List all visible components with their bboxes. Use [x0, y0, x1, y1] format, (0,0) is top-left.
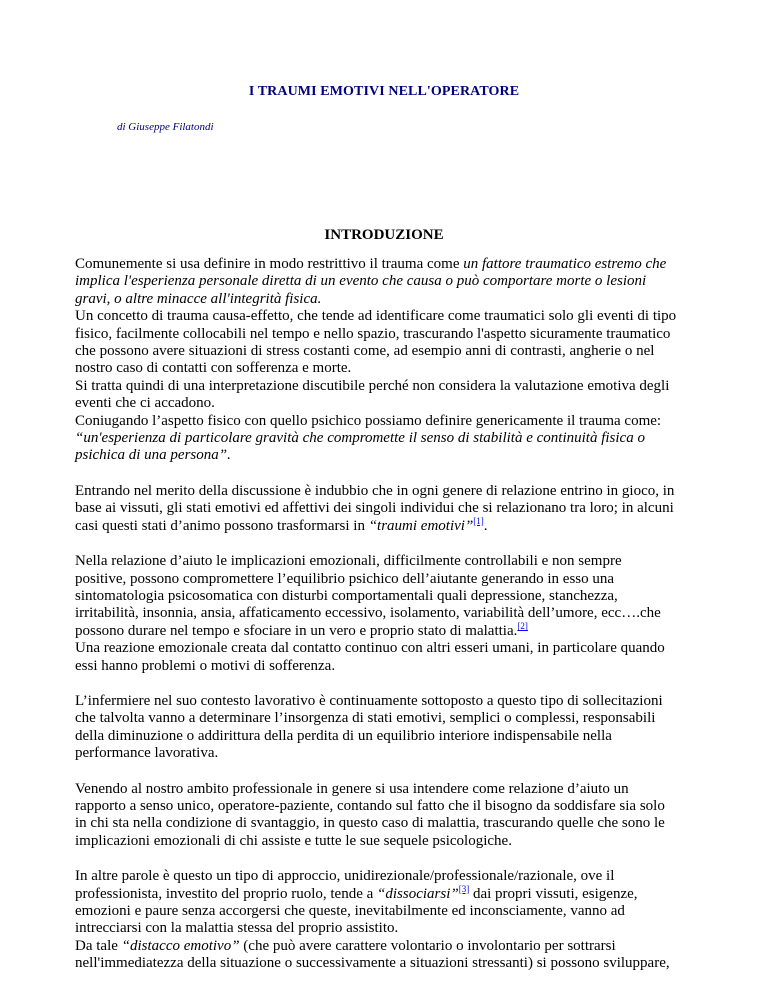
text-line: nell'immediatezza della situazione o successivamente a situazioni stressanti) si possono sviluppare, [75, 955, 670, 972]
text-line: positive, possono compromettere l’equilibrio psichico dell’aiutante generando in esso una [75, 570, 615, 587]
text-line: intrecciarsi con la malattia stessa del proprio assistito. [75, 920, 399, 937]
text-line: Venendo al nostro ambito professionale in genere si usa intendere come relazione d’aiuto un [75, 780, 629, 797]
footnote-link-2[interactable]: [2] [517, 620, 528, 631]
text-line: performance lavorativa. [75, 745, 219, 762]
italic-text: un fattore traumatico estremo che [463, 256, 667, 272]
text-line: rapporto a senso unico, operatore-paziente, contando sul fatto che il bisogno da soddisfare sia solo [75, 797, 665, 814]
text-line: essi hanno problemi o motivi di sofferenza. [75, 657, 336, 674]
text-line: nostro caso di contatti con sofferenza e morte. [75, 360, 352, 377]
text-line: implica l'esperienza personale diretta di un evento che causa o può comportare morte o lesioni [75, 273, 647, 290]
text-line: emozioni e paure senza accorgersi che queste, inevitabilmente ed inconsciamente, vanno ad [75, 903, 625, 919]
text-line: irritabilità, insonnia, ansia, affaticamento eccessivo, isolamento, variabilità dell’umore, ecc….che [75, 605, 661, 622]
text-line: Coniugando l’aspetto fisico con quello psichico possiamo definire genericamente il trauma come: [75, 412, 662, 429]
text-line: eventi che ci accadono. [75, 395, 215, 412]
text-line: Comunemente si usa definire in modo restrittivo il trauma come un fattore traumatico estremo che [75, 256, 667, 272]
text-line: L’infermiere nel suo contesto lavorativo è continuamente sottoposto a questo tipo di sollecitazioni [75, 692, 663, 709]
text-line: implicazioni emozionali di chi assiste e tutte le sue sequele psicologiche. [75, 832, 512, 849]
document-title: I TRAUMI EMOTIVI NELL'OPERATORE [248, 84, 520, 99]
text-line: in chi sta nella condizione di svantaggio, in questo caso di malattia, trascurando quelle che sono le [75, 815, 665, 832]
text-line: che talvolta vanno a determinare l’insorgenza di stati emotivi, semplici o complessi, responsabili [75, 710, 656, 727]
text-line: Da tale “distacco emotivo” (che può avere carattere volontario o involontario per sottrarsi [75, 937, 616, 954]
text-line: Un concetto di trauma causa-effetto, che tende ad identificare come traumatici solo gli eventi di tipo [75, 308, 677, 325]
text-line: sintomatologia psicosomatica con disturbi comportamentali quali depressione, stanchezza, [75, 587, 618, 604]
text-line: Entrando nel merito della discussione è indubbio che in ogni genere di relazione entrino in gioco, in [75, 482, 675, 499]
paragraph-3 [75, 553, 701, 675]
italic-text: “dissociarsi” [377, 885, 459, 902]
text-line: “un'esperienza di particolare gravità che compromette il senso di stabilità e continuità fisica o [75, 430, 645, 447]
text-line: della diminuzione o addirittura della perdita di un equilibrio interiore indispensabile nella [75, 727, 612, 744]
author-line: di Giuseppe Filatondi [117, 121, 214, 133]
text-line: gravi, o altre minacce all'integrità fisica. [75, 290, 322, 307]
body-text [75, 256, 701, 991]
paragraph-5 [75, 781, 701, 851]
text-line: possono durare nel tempo e sfociare in un vero e proprio stato di malattia.[2] [75, 620, 528, 639]
paragraph-6 [75, 868, 701, 972]
text-line: Una reazione emozionale creata dal contatto continuo con altri esseri umani, in particolare quando [75, 640, 665, 657]
italic-text: “traumi emotivi” [368, 517, 474, 534]
text-line: che possono avere situazioni di stress costanti come, ad esempio anni di contrasti, angherie o nel [75, 343, 655, 360]
text-line: professionista, investito del proprio ruolo, tende a “dissociarsi”[3] dai propri vissuti, esigenze, [75, 883, 638, 902]
text-line: psichica di una persona”. [75, 447, 231, 464]
footnote-link-3[interactable]: [3] [458, 883, 470, 894]
text-line: base ai vissuti, gli stati emotivi ed affettivi dei singoli individui che si relazionano tra loro; in alcuni [75, 500, 674, 517]
paragraph-2 [75, 483, 701, 535]
text-line: In altre parole è questo un tipo di approccio, unidirezionale/professionale/razionale, ove il [75, 868, 615, 885]
paragraph-4 [75, 693, 701, 763]
text-line: Si tratta quindi di una interpretazione discutibile perché non considera la valutazione emotiva degli [75, 377, 670, 394]
text-line: Nella relazione d’aiuto le implicazioni emozionali, difficilmente controllabili e non sempre [75, 553, 622, 570]
italic-text: “distacco emotivo” [121, 937, 240, 954]
text-line: casi questi stati d’animo possono trasformarsi in “traumi emotivi”[1]. [75, 515, 488, 534]
section-heading: INTRODUZIONE [324, 227, 444, 243]
paragraph-1 [75, 256, 701, 465]
text-line: fisico, facilmente collocabili nel tempo e nello spazio, trascurando l'aspetto sicuramente traumatico [75, 325, 671, 342]
footnote-link-1[interactable]: [1] [473, 515, 484, 526]
